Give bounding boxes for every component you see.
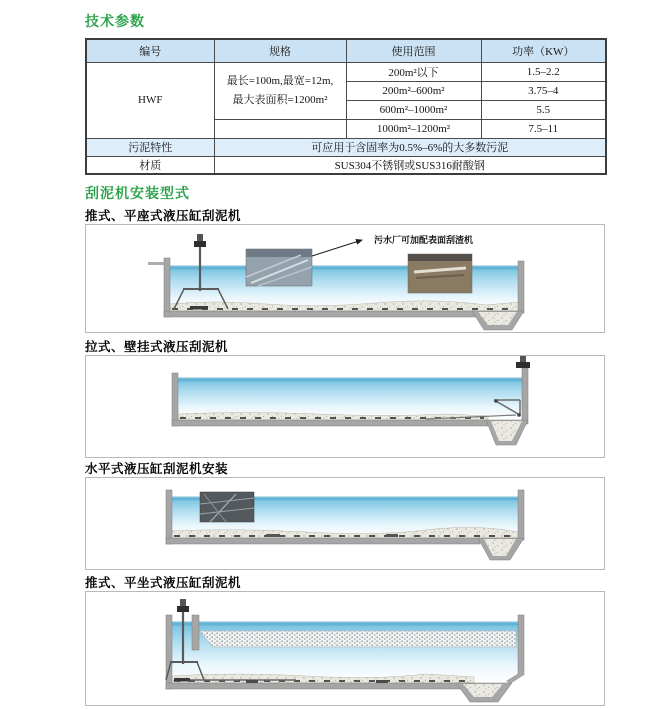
floor-equipment	[266, 534, 280, 537]
power-cell: 3.75–4	[481, 81, 606, 100]
section-title-tech-params: 技术参数	[85, 13, 145, 29]
inset-photo	[200, 492, 254, 522]
spec-table	[85, 38, 607, 175]
figure3-label: 水平式液压缸刮泥机安装	[85, 462, 229, 476]
range-cell: 600m²–1000m²	[346, 100, 481, 119]
figure3-box	[85, 477, 605, 570]
spec-cell-empty	[214, 119, 346, 138]
tank-floor	[166, 538, 480, 544]
spec-cell	[214, 62, 346, 119]
tank-left-wall	[166, 490, 172, 544]
figure1-annotation: 污水厂可加配表面刮渣机	[374, 235, 474, 245]
figure1-box	[85, 224, 605, 333]
model-cell: HWF	[86, 62, 214, 138]
inset-photo-1	[246, 249, 312, 286]
figure2-label: 拉式、壁挂式液压刮泥机	[85, 340, 229, 354]
material-label: 材质	[86, 156, 214, 174]
floor-equipment	[376, 680, 388, 683]
figure2-box	[85, 355, 605, 458]
figure4-tank-diagram	[86, 592, 604, 705]
figure1-label: 推式、平座式液压缸刮泥机	[85, 209, 242, 223]
range-cell: 200m²以下	[346, 62, 481, 81]
spec-line-2: 最大表面积=1200m²	[232, 93, 328, 106]
power-cell: 7.5–11	[481, 119, 606, 138]
motor-icon	[177, 606, 189, 612]
col-header-power: 功率（KW）	[481, 39, 606, 62]
sludge-label: 污泥特性	[86, 138, 214, 156]
tank-right-wall	[522, 368, 528, 424]
floor-equipment	[246, 680, 258, 683]
tank-floor	[166, 683, 474, 689]
tank-right-wall	[518, 615, 524, 675]
power-cell: 5.5	[481, 100, 606, 119]
floor-equipment	[386, 534, 398, 537]
sludge-value: 可应用于含固率为0.5%–6%的大多数污泥	[214, 138, 606, 156]
lamella-module	[199, 631, 516, 647]
tank-right-wall	[518, 490, 524, 540]
figure4-label: 推式、平坐式液压缸刮泥机	[85, 576, 242, 590]
tank-floor	[164, 311, 476, 317]
section-title-installation: 刮泥机安装型式	[85, 185, 190, 201]
tank-right-wall	[518, 261, 524, 313]
walkway	[148, 262, 164, 265]
power-cell: 1.5–2.2	[481, 62, 606, 81]
figure4-box	[85, 591, 605, 706]
figure2-tank-diagram	[86, 356, 604, 457]
col-header-model: 编号	[86, 39, 214, 62]
scraper-blade	[190, 306, 208, 310]
baffle-wall	[192, 615, 199, 650]
scraper-blade	[174, 678, 190, 682]
tank-left-wall	[164, 258, 170, 317]
tank-left-wall	[172, 373, 178, 426]
col-header-spec: 规格	[214, 39, 346, 62]
range-cell: 200m²–600m²	[346, 81, 481, 100]
motor-icon	[194, 241, 206, 247]
material-value: SUS304不锈钢或SUS316耐酸钢	[214, 156, 606, 174]
figure1-tank-diagram	[86, 225, 604, 332]
col-header-range: 使用范围	[346, 39, 481, 62]
motor-icon	[516, 362, 530, 368]
annotation-arrow	[312, 240, 362, 256]
spec-line-1: 最长=100m,最宽=12m,	[226, 74, 334, 87]
inset-photo-2	[408, 254, 472, 293]
figure3-tank-diagram	[86, 478, 604, 569]
range-cell: 1000m²–1200m²	[346, 119, 481, 138]
tank-floor	[172, 420, 488, 426]
